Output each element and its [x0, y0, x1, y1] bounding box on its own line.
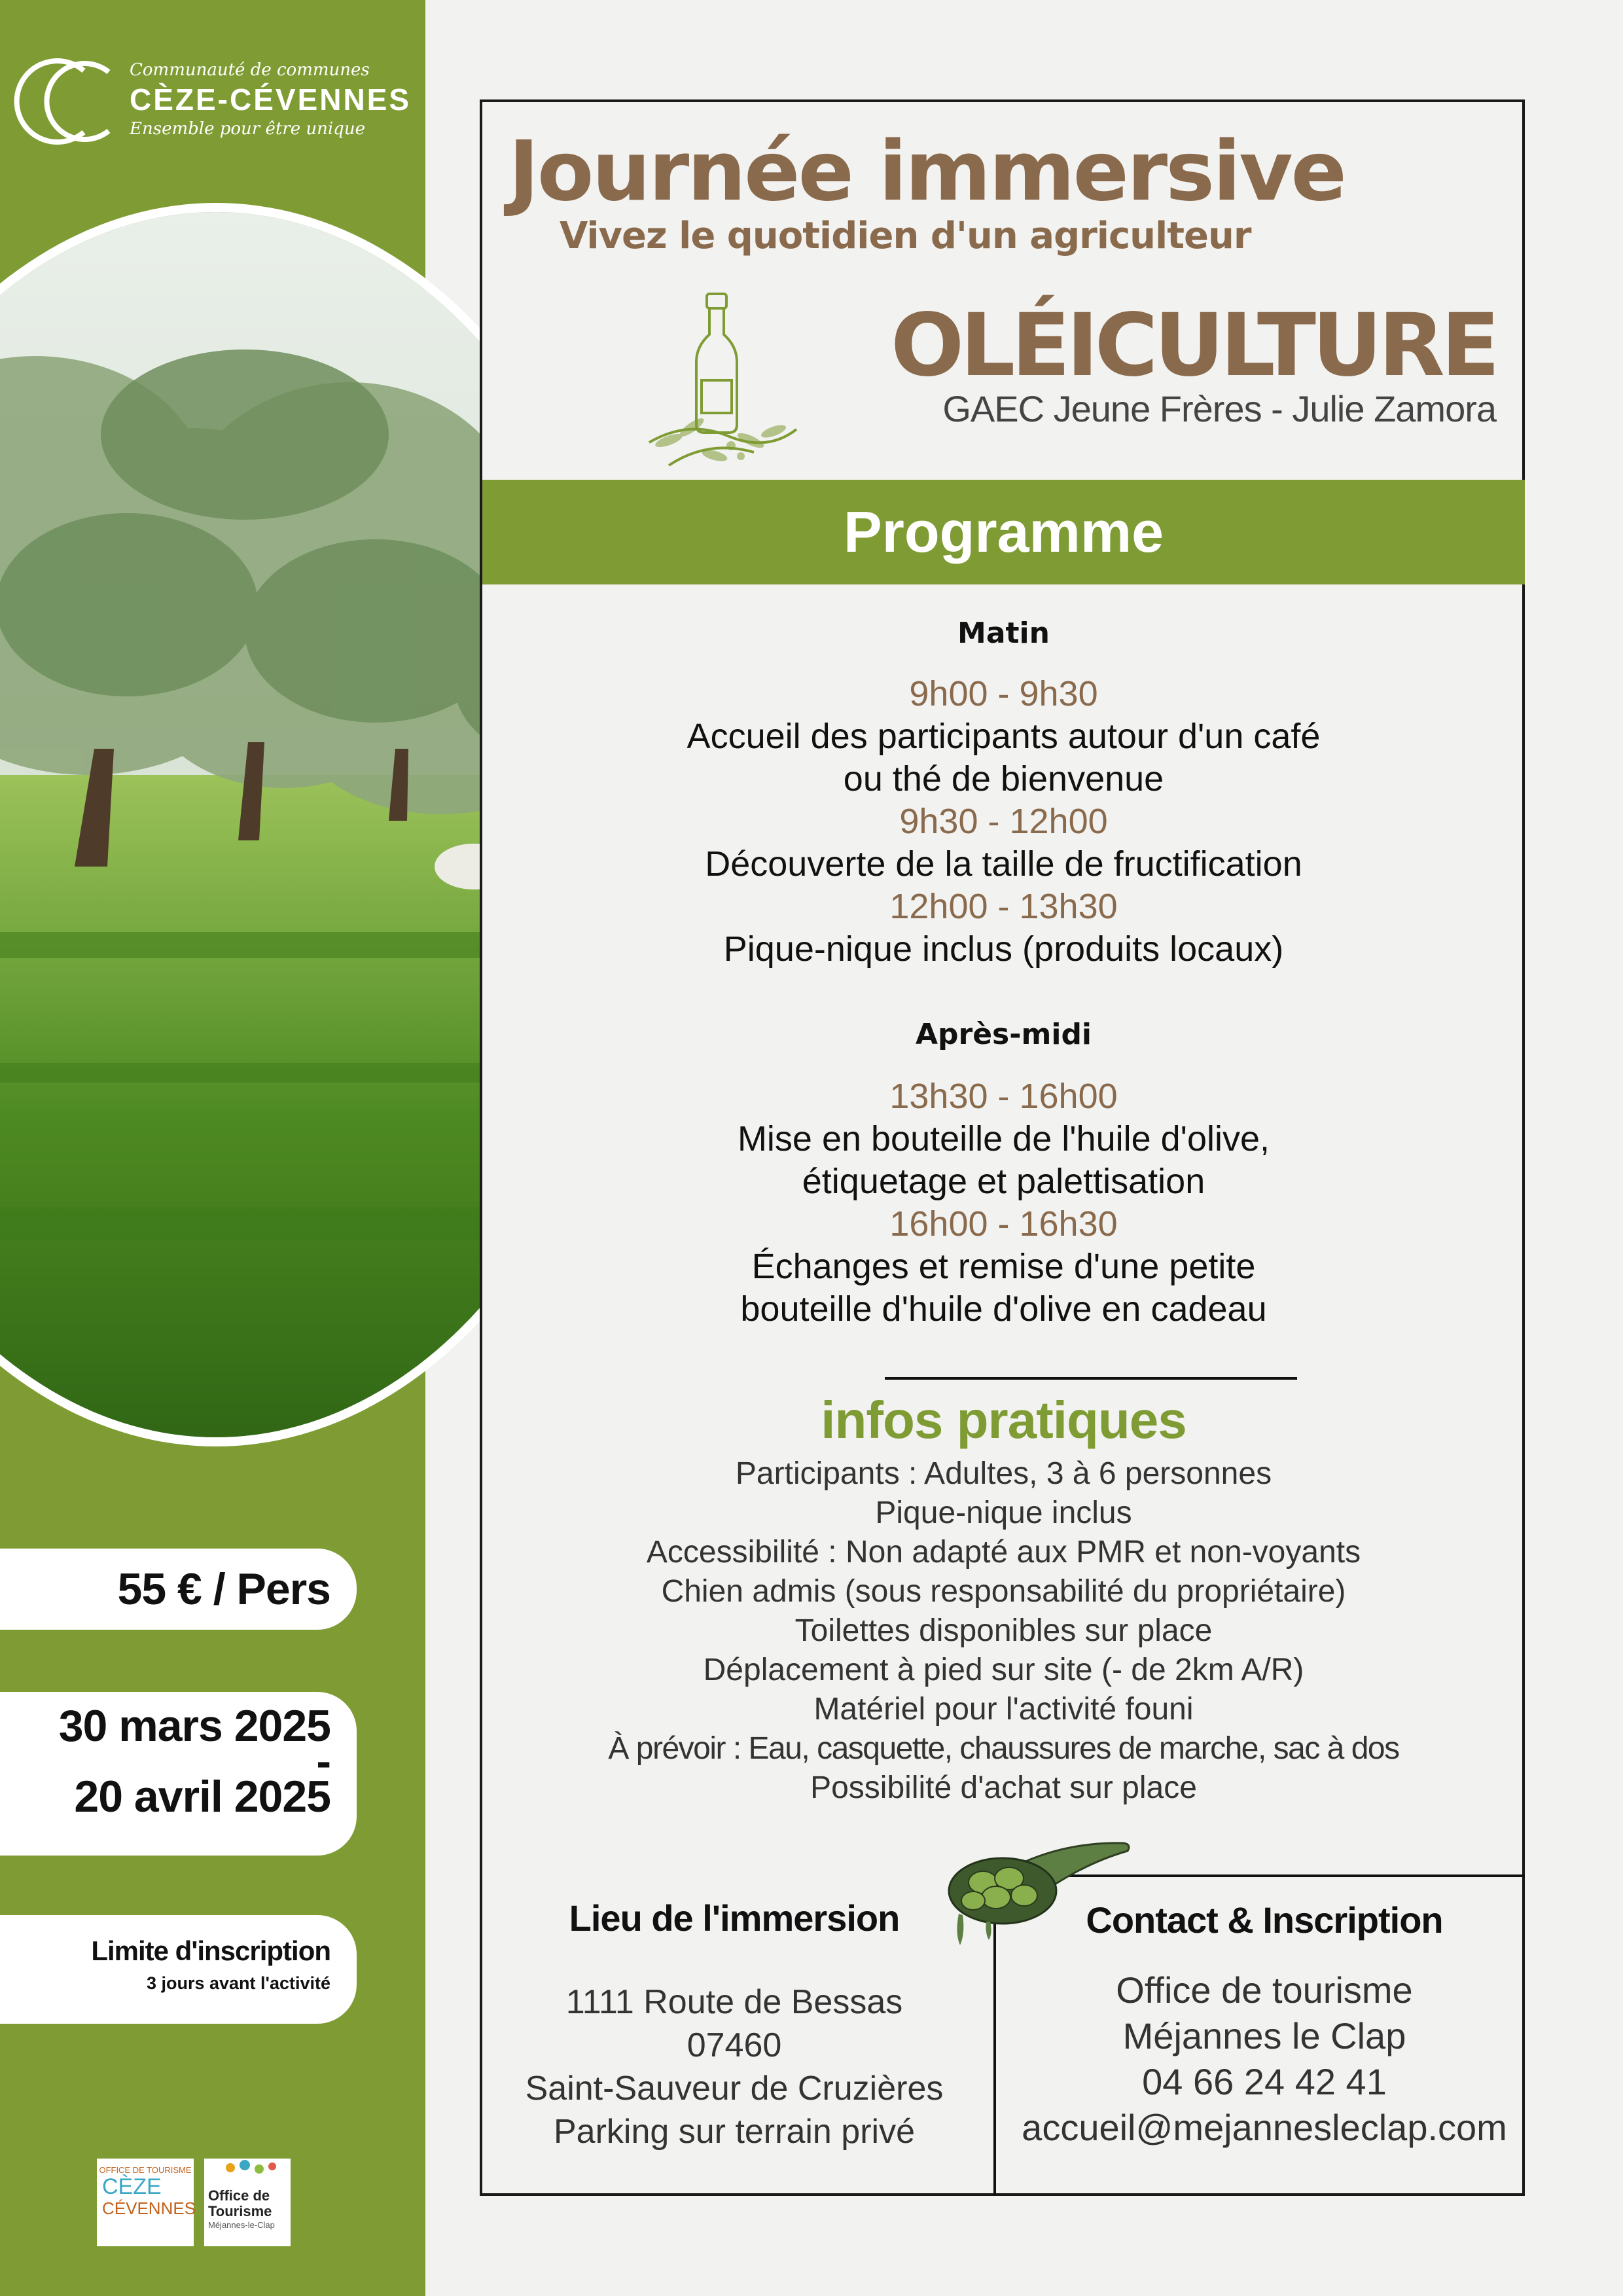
contact-details — [1019, 1967, 1510, 2151]
logo-tagline: Ensemble pour être unique — [130, 119, 365, 139]
schedule-desc: Accueil des participants autour d'un café — [687, 717, 1321, 756]
infos-list — [482, 1454, 1525, 1808]
olive-oil-bottle-icon — [643, 289, 800, 478]
schedule-desc: ou thé de bienvenue — [843, 759, 1164, 798]
info-item: Accessibilité : Non adapté aux PMR et non-voyants — [646, 1535, 1361, 1570]
info-item: Matériel pour l'activité founi — [813, 1692, 1194, 1727]
registration-limit — [0, 1915, 357, 2024]
info-item: Déplacement à pied sur site (- de 2km A/R) — [703, 1653, 1304, 1687]
lieu-heading: Lieu de l'immersion — [569, 1897, 900, 1939]
schedule-desc: étiquetage et palettisation — [802, 1162, 1205, 1201]
farm-name: GAEC Jeune Frères - Julie Zamora — [942, 388, 1496, 429]
date-end: 20 avril 2025 — [74, 1772, 330, 1821]
contact-line: Méjannes le Clap — [1122, 2015, 1406, 2056]
info-item: À prévoir : Eau, casquette, chaussures de marche, sac à dos — [608, 1731, 1399, 1766]
contact-phone[interactable]: 04 66 24 42 41 — [1142, 2061, 1387, 2102]
logo-line1: Communauté de communes — [130, 60, 370, 80]
page-title: Journée immersive — [508, 123, 1345, 219]
address-line: Saint-Sauveur de Cruzières — [525, 2070, 944, 2108]
contact-heading: Contact & Inscription — [1086, 1899, 1443, 1941]
info-item: Pique-nique inclus — [875, 1496, 1132, 1530]
address-line: Parking sur terrain privé — [554, 2113, 915, 2151]
colored-dots-icon — [204, 2159, 291, 2185]
programme-banner — [482, 480, 1525, 584]
info-item: Toilettes disponibles sur place — [794, 1613, 1213, 1648]
address-line: 1111 Route de Bessas — [565, 1983, 903, 2021]
address-line: 07460 — [687, 2026, 782, 2064]
sidebar — [0, 0, 425, 2296]
limit-note: 3 jours avant l'activité — [146, 1973, 330, 1993]
morning-label: Matin — [957, 617, 1050, 650]
schedule-time: 13h30 - 16h00 — [889, 1077, 1118, 1116]
info-item: Participants : Adultes, 3 à 6 personnes — [735, 1456, 1272, 1491]
limit-title: Limite d'inscription — [91, 1935, 330, 1966]
schedule-desc: Mise en bouteille de l'huile d'olive, — [737, 1119, 1270, 1158]
schedule-time: 12h00 - 13h30 — [889, 887, 1118, 926]
infos-heading: infos pratiques — [821, 1391, 1186, 1449]
schedule-desc: bouteille d'huile d'olive en cadeau — [740, 1289, 1267, 1329]
tourism-logos — [97, 2159, 293, 2249]
logo-cc-icon — [5, 52, 123, 151]
ot-ceze-cevennes-logo: OFFICE DE TOURISME CÈZE CÉVENNES — [97, 2159, 194, 2246]
morning-section — [482, 614, 1525, 971]
logo-ceze-cevennes — [5, 52, 424, 151]
afternoon-label: Après-midi — [915, 1018, 1092, 1051]
schedule-time: 16h00 - 16h30 — [889, 1204, 1118, 1244]
contact-email[interactable]: accueil@mejannesleclap.com — [1022, 2107, 1507, 2148]
date-start: 30 mars 2025 — [58, 1701, 330, 1751]
main-panel — [480, 99, 1525, 2196]
schedule-desc: Échanges et remise d'une petite — [751, 1247, 1256, 1286]
lieu-address — [495, 1981, 973, 2153]
schedule-desc: Pique-nique inclus (produits locaux) — [723, 929, 1284, 969]
date-separator: - — [316, 1736, 330, 1786]
info-item: Chien admis (sous responsabilité du propriétaire) — [661, 1574, 1346, 1609]
schedule-time: 9h00 - 9h30 — [909, 674, 1098, 713]
page-subtitle: Vivez le quotidien d'un agriculteur — [560, 215, 1251, 257]
date-range — [0, 1692, 357, 1856]
activity-title: OLÉICULTURE — [891, 295, 1496, 396]
logo-name: CÈZE-CÉVENNES — [130, 82, 412, 117]
contact-line: Office de tourisme — [1116, 1969, 1413, 2011]
schedule-desc: Découverte de la taille de fructification — [705, 844, 1302, 884]
schedule-time: 9h30 - 12h00 — [899, 802, 1108, 841]
ot-mejannes-logo: Office de Tourisme Méjannes-le-Clap — [204, 2159, 291, 2246]
info-item: Possibilité d'achat sur place — [810, 1770, 1197, 1805]
divider — [885, 1377, 1297, 1380]
programme-heading: Programme — [843, 499, 1164, 564]
afternoon-section — [482, 1015, 1525, 1331]
price-tag: 55 € / Pers — [0, 1549, 357, 1630]
